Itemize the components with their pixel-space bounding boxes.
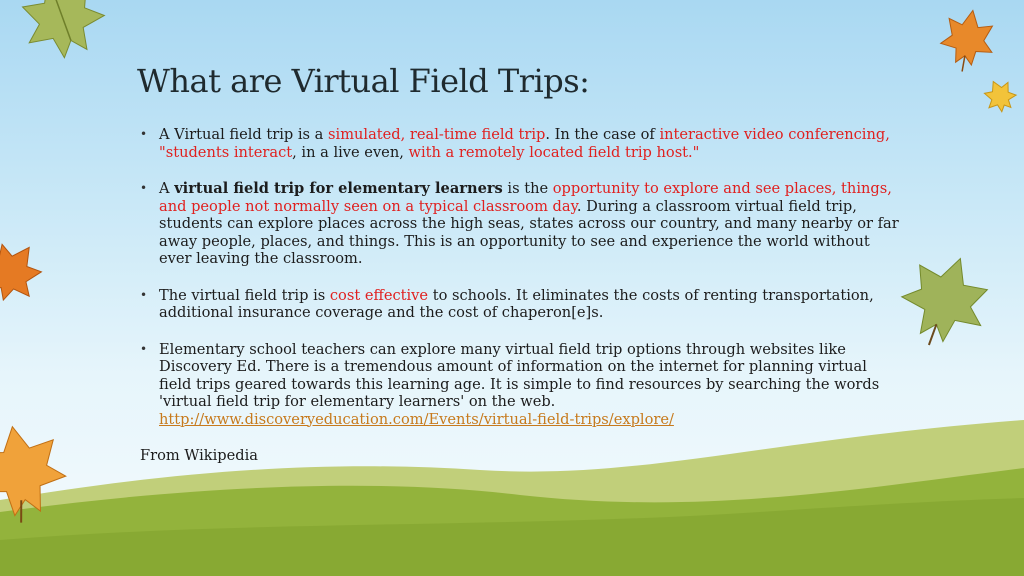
source-caption: From Wikipedia — [140, 447, 258, 464]
list-item: • A virtual field trip for elementary learners is the opportunity to explore and see places, things, and people not normally seen on a typical classroom day. During a classroom virtual field trip, students can explore places across the high seas, states across our country, and many nearby or far away people, places, and things. This is an opportunity to see and experience the world without ever leaving the classroom. — [140, 180, 899, 267]
bullet-icon: • — [140, 127, 148, 141]
slide-body — [140, 126, 900, 465]
list-item: • A Virtual field trip is a simulated, real-time field trip. In the case of interactive video conferencing, "students interact, in a live even, with a remotely located field trip host." — [140, 126, 890, 161]
list-item: • The virtual field trip is cost effective to schools. It eliminates the costs of renting transportation, additional insurance coverage and the cost of chaperon[e]s. — [140, 286, 874, 321]
page-title: What are Virtual Field Trips: — [137, 62, 590, 100]
bullet-icon: • — [140, 287, 148, 302]
bullet-icon: • — [140, 341, 148, 356]
discovery-education-link[interactable]: http://www.discoveryeducation.com/Events/virtual-field-trips/explore/ — [159, 410, 674, 428]
bullet-icon: • — [140, 181, 148, 195]
list-item: • Elementary school teachers can explore many virtual field trip options through websites like Discovery Ed. There is a tremendous amount of information on the internet for planning virtual field trips geared towards this learning age. It is simple to find resources by searching the words 'virtual field trip for elementary learners' on the web. http://www.discoveryeducation.com/Events/virtual-field-trips/explore/ — [140, 340, 880, 428]
